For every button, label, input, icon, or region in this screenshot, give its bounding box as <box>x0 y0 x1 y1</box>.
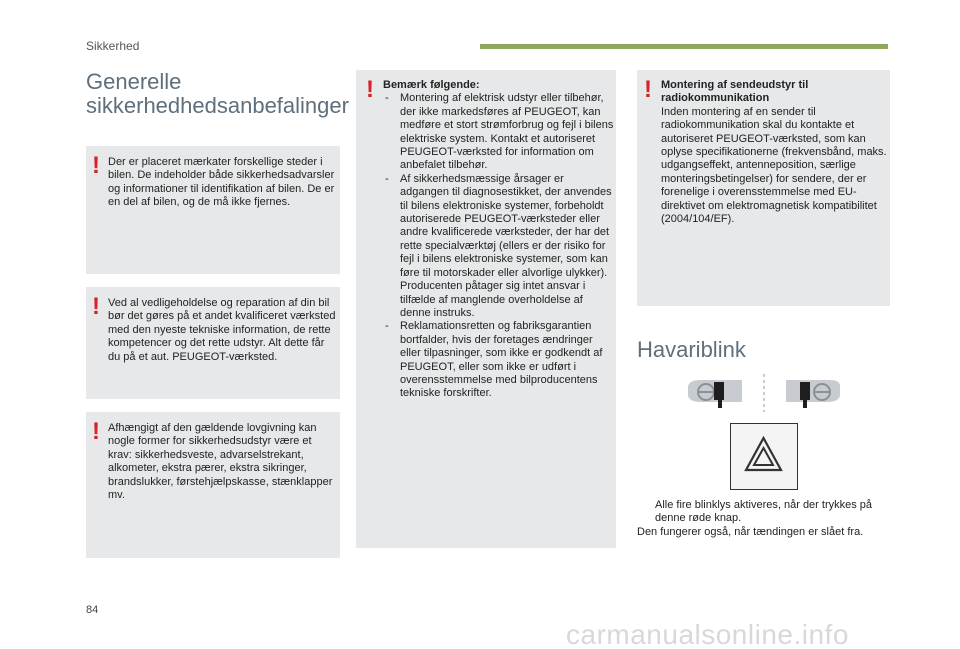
warning-text: Afhængigt af den gældende lovgivning kan nogle former for sikkerhedsudstyr være et krav: sikkerhedsveste, advarselstrekant, alkometer, ekstra pærer, ekstra sikringer, brandslukker, førstehjælpskasse, stænklapper mv. <box>108 422 333 502</box>
list-item: - Reklamationsretten og fabriksgarantien bortfalder, hvis der foretages ændringer eller tilpasninger, som ikke er godkendt af PEUGEOT, eller som ikke er udført i overensstemmelse med bilproducentens tekniske forskrifter. <box>385 320 603 400</box>
notes-title: Bemærk følgende: <box>383 79 480 91</box>
title-general-safety: Generelle sikkerhedhedsanbefalinger <box>86 69 349 118</box>
warning-box-notes <box>356 70 616 548</box>
warning-box-labels <box>86 146 340 274</box>
warning-icon: ! <box>92 418 100 445</box>
list-dash: - <box>385 92 389 105</box>
warning-text: Der er placeret mærkater forskellige steder i bilen. De indeholder både sikkerhedsadvarsler og informationer til identifikation af bilen. De er en del af bilen, og de må ikke fjernes. <box>108 156 335 209</box>
list-item: - Af sikkerhedsmæssige årsager er adgangen til diagnosestikket, der anvendes til bilens elektroniske systemer, forbeholdt autoriserede PEUGEOT-værksteder eller andre kvalificerede værksteder, der har det rette specialværktøj (ellers er der risiko for fejl i bilens elektroniske systemer, som kan føre til motorskader eller alvorlige ulykker). Producenten påtager sig intet ansvar i tilfælde af manglende overholdelse af denne instruks. <box>385 172 612 319</box>
hazard-triangle-icon <box>731 424 796 488</box>
warning-icon: ! <box>92 293 100 320</box>
page-number: 84 <box>86 604 99 616</box>
notes-text <box>383 79 615 401</box>
caption-line: Alle fire blinklys aktiveres, når der trykkes på denne røde knap. <box>655 499 873 525</box>
warning-box-radio <box>637 70 890 306</box>
watermark: carmanualsonline.info <box>566 619 849 649</box>
warning-icon: ! <box>366 76 374 103</box>
warning-box-legislation <box>86 412 340 558</box>
caption-line: Den fungerer også, når tændingen er slået fra. <box>637 525 864 538</box>
warning-icon: ! <box>92 152 100 179</box>
list-item: - Montering af elektrisk udstyr eller tilbehør, der ikke markedsføres af PEUGEOT, kan medføre et stort strømforbrug og fejl i bilens elektriske system. Kontakt et autoriseret PEUGEOT-værksted for information om anbefalet tilbehør. <box>385 92 614 172</box>
list-dash: - <box>385 320 389 333</box>
radio-body: Inden montering af en sender til radiokommunikation skal du kontakte et autoriseret PEUGEOT-værksted, som kan oplyse specifikationerne (frekvensbånd, maks. udgangseffekt, antenneposition, særlige monteringsbetingelser) for sendere, der er forenelige i overensstemmelse med EU-direktivet om elektromagnetisk kompatibilitet (2004/104/EF). <box>661 105 887 226</box>
list-dash: - <box>385 172 389 185</box>
warning-icon: ! <box>644 76 652 103</box>
radio-title: Montering af sendeudstyr til radiokommunikation <box>661 79 809 105</box>
section-label: Sikkerhed <box>86 39 140 53</box>
hazard-button-illustration <box>730 423 798 490</box>
hazard-caption <box>637 499 897 539</box>
title-hazard-lights: Havariblink <box>637 337 746 362</box>
dashboard-location-illustration <box>686 372 842 414</box>
warning-text: Ved al vedligeholdelse og reparation af din bil bør det gøres på et andet kvalificeret værksted med den nyeste tekniske information, de rette kompetencer og det rette udstyr. Alt dette får du på et aut. PEUGEOT-værksted. <box>108 297 336 363</box>
radio-text <box>661 79 889 226</box>
warning-box-maintenance <box>86 287 340 399</box>
header-bar <box>480 44 888 49</box>
